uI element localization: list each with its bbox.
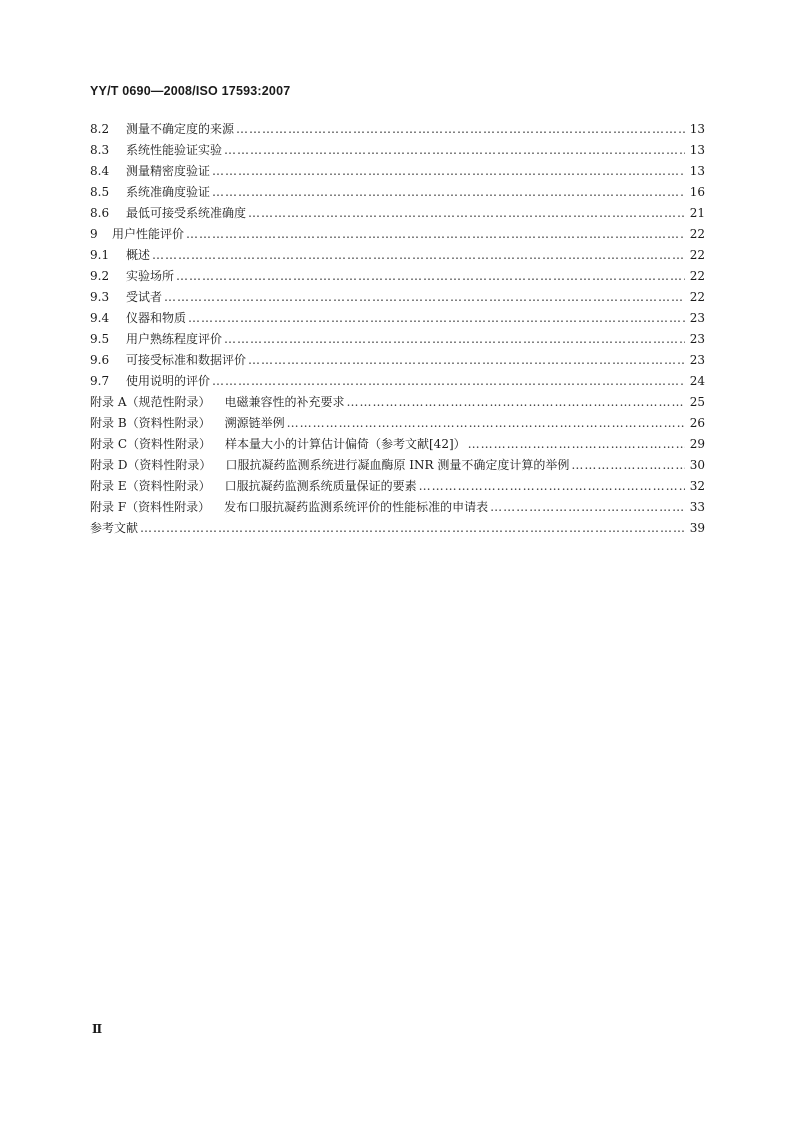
toc-dot-leader [248, 203, 685, 224]
toc-entry-title: 受试者 [126, 290, 163, 304]
toc-entry-page: 39 [689, 521, 705, 535]
toc-dot-leader [468, 434, 685, 455]
toc-entry[interactable] [90, 308, 705, 329]
toc-entry-title: 口服抗凝药监测系统质量保证的要素 [224, 479, 417, 493]
toc-entry-number: 8.5 [90, 185, 110, 199]
toc-entry-number: 附录 B（资料性附录） [90, 416, 211, 430]
toc-entry-page: 24 [689, 374, 705, 388]
toc-entry[interactable] [90, 371, 705, 392]
toc-entry-number: 9 [90, 227, 98, 241]
toc-entry-number: 9.4 [90, 311, 110, 325]
toc-dot-leader [236, 119, 685, 140]
toc-entry-number: 9.2 [90, 269, 110, 283]
toc-entry-title: 样本量大小的计算估计偏倚（参考文献[42]） [225, 437, 466, 451]
toc-entry-page: 25 [689, 395, 705, 409]
toc-entry-page: 22 [689, 248, 705, 262]
toc-entry-page: 23 [689, 353, 705, 367]
toc-entry[interactable] [90, 203, 705, 224]
toc-dot-leader [188, 308, 685, 329]
toc-dot-leader [140, 518, 685, 539]
toc-entry[interactable] [90, 140, 705, 161]
toc-entry-page: 26 [689, 416, 705, 430]
toc-entry[interactable] [90, 287, 705, 308]
toc-entry-page: 30 [689, 458, 705, 472]
toc-entry-title: 电磁兼容性的补充要求 [224, 395, 345, 409]
toc-entry-page: 32 [689, 479, 705, 493]
toc-entry-number: 9.6 [90, 353, 110, 367]
toc-dot-leader [248, 350, 685, 371]
toc-entry-title: 仪器和物质 [126, 311, 187, 325]
toc-entry[interactable] [90, 224, 705, 245]
toc-entry-title: 概述 [126, 248, 151, 262]
toc-entry-title: 参考文献 [90, 521, 139, 535]
toc-dot-leader [186, 224, 685, 245]
toc-entry-number: 9.1 [90, 248, 110, 262]
toc-entry[interactable] [90, 476, 705, 497]
toc-entry-title: 测量不确定度的来源 [126, 122, 235, 136]
toc-entry[interactable] [90, 497, 705, 518]
toc-entry-number: 附录 E（资料性附录） [90, 479, 211, 493]
toc-entry-page: 22 [689, 227, 705, 241]
toc-dot-leader [212, 371, 685, 392]
toc-entry-number: 附录 A（规范性附录） [90, 395, 211, 409]
toc-dot-leader [347, 392, 686, 413]
toc-entry-title: 用户熟练程度评价 [126, 332, 223, 346]
toc-dot-leader [164, 287, 685, 308]
toc-entry-page: 23 [689, 311, 705, 325]
toc-dot-leader [212, 161, 685, 182]
toc-entry-page: 13 [689, 143, 705, 157]
toc-dot-leader [176, 266, 685, 287]
toc-entry-title: 系统性能验证实验 [126, 143, 223, 157]
toc-entry-number: 附录 F（资料性附录） [90, 500, 211, 514]
toc-entry[interactable] [90, 329, 705, 350]
toc-entry-number: 8.2 [90, 122, 110, 136]
toc-entry-title: 口服抗凝药监测系统进行凝血酶原 INR 测量不确定度计算的举例 [225, 458, 570, 472]
toc-dot-leader [571, 455, 685, 476]
toc-entry-title: 发布口服抗凝药监测系统评价的性能标准的申请表 [224, 500, 489, 514]
toc-entry-number: 9.3 [90, 290, 110, 304]
toc-entry[interactable] [90, 161, 705, 182]
page-number: Ⅱ [92, 1022, 103, 1036]
toc-entry-number: 附录 D（资料性附录） [90, 458, 212, 472]
toc-entry[interactable] [90, 119, 705, 140]
toc-entry[interactable] [90, 245, 705, 266]
toc-entry-title: 实验场所 [126, 269, 175, 283]
toc-entry-number: 9.7 [90, 374, 110, 388]
toc-entry[interactable] [90, 518, 705, 539]
toc-entry[interactable] [90, 182, 705, 203]
toc-entry-page: 22 [689, 269, 705, 283]
toc-entry[interactable] [90, 350, 705, 371]
toc-entry[interactable] [90, 266, 705, 287]
toc-entry-page: 29 [689, 437, 705, 451]
toc-dot-leader [419, 476, 685, 497]
toc-entry-title: 溯源链举例 [224, 416, 285, 430]
toc-dot-leader [152, 245, 685, 266]
document-code-header: YY/T 0690—2008/ISO 17593:2007 [90, 84, 291, 98]
toc-entry-page: 22 [689, 290, 705, 304]
toc-entry-title: 系统准确度验证 [126, 185, 211, 199]
toc-entry-page: 16 [689, 185, 705, 199]
toc-dot-leader [224, 140, 685, 161]
toc-entry[interactable] [90, 413, 705, 434]
toc-entry-title: 可接受标准和数据评价 [126, 353, 247, 367]
toc-dot-leader [224, 329, 685, 350]
toc-entry-number: 8.4 [90, 164, 110, 178]
toc-entry-page: 33 [689, 500, 705, 514]
toc-entry[interactable] [90, 434, 705, 455]
toc-dot-leader [212, 182, 685, 203]
toc-entry-page: 23 [689, 332, 705, 346]
toc-entry-title: 测量精密度验证 [126, 164, 211, 178]
toc-dot-leader [287, 413, 685, 434]
toc-entry-number: 附录 C（资料性附录） [90, 437, 211, 451]
toc-entry[interactable] [90, 392, 705, 413]
toc-entry-title: 用户性能评价 [112, 227, 185, 241]
toc-entry-number: 8.3 [90, 143, 110, 157]
toc-dot-leader [490, 497, 685, 518]
toc-entry-number: 9.5 [90, 332, 110, 346]
toc-entry-page: 21 [689, 206, 705, 220]
toc-entry-number: 8.6 [90, 206, 110, 220]
toc-entry-page: 13 [689, 122, 705, 136]
toc-entry-title: 使用说明的评价 [126, 374, 211, 388]
toc-entry-page: 13 [689, 164, 705, 178]
table-of-contents [90, 119, 705, 539]
toc-entry[interactable] [90, 455, 705, 476]
toc-entry-title: 最低可接受系统准确度 [126, 206, 247, 220]
